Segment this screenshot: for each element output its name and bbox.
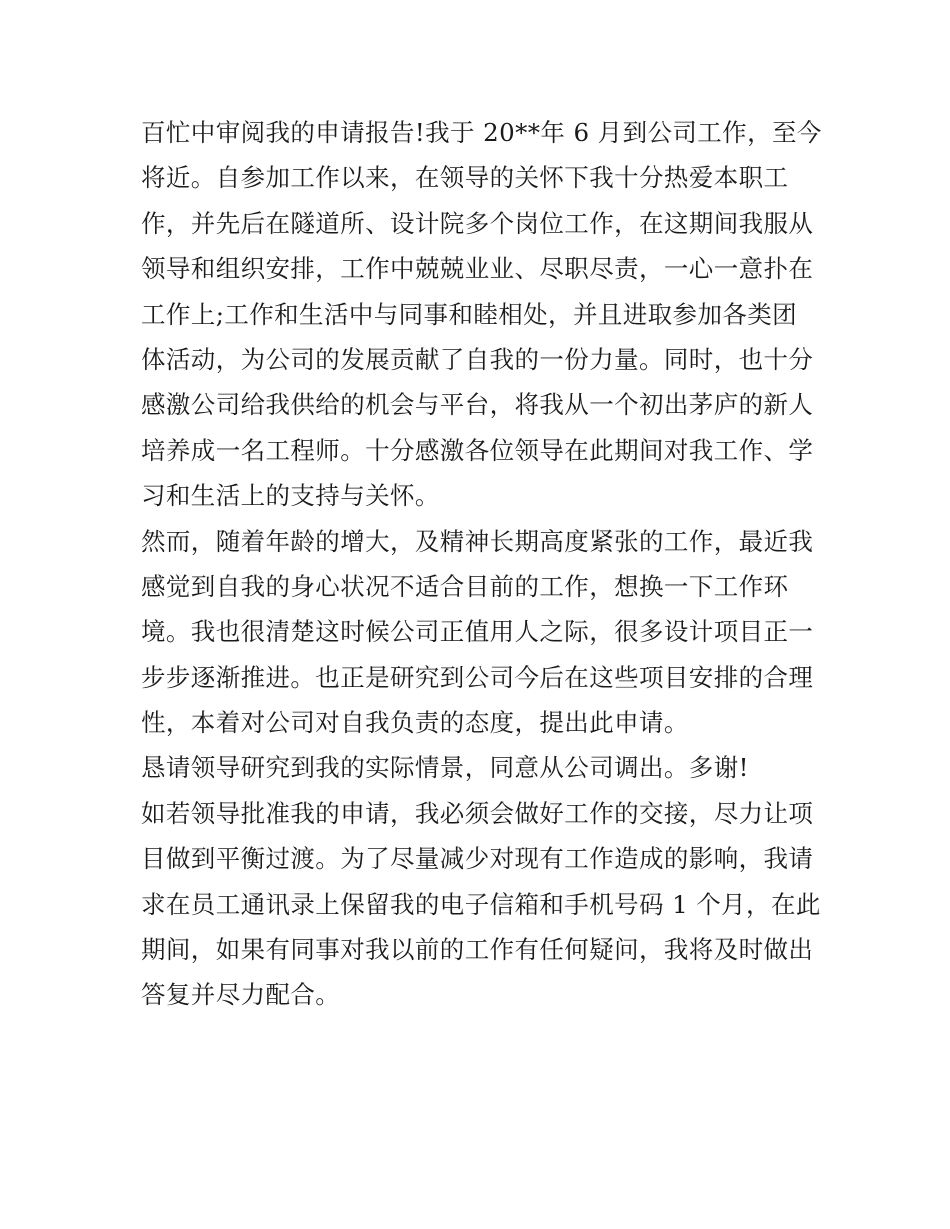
- paragraph-reason: [141, 519, 821, 746]
- paragraph-request: [141, 745, 821, 790]
- text-line: 百忙中审阅我的申请报告!我于 20**年 6 月到公司工作，至今: [141, 118, 822, 147]
- text-line: 将近。自参加工作以来，在领导的关怀下我十分热爱本职工: [141, 163, 789, 193]
- text-line: 培养成一名工程师。十分感激各位领导在此期间对我工作、学: [141, 435, 814, 465]
- text-line: 恳请领导研究到我的实际情景，同意从公司调出。多谢!: [141, 753, 749, 783]
- text-line: 习和生活上的支持与关怀。: [141, 481, 440, 511]
- text-line: 步步逐渐推进。也正是研究到公司今后在这些项目安排的合理: [141, 662, 814, 692]
- text-line: 感激公司给我供给的机会与平台，将我从一个初出茅庐的新人: [141, 390, 814, 420]
- text-line: 求在员工通讯录上保留我的电子信箱和手机号码 1 个月，在此: [141, 889, 821, 919]
- text-line: 感觉到自我的身心状况不适合目前的工作，想换一下工作环: [141, 571, 789, 601]
- text-line: 期间，如果有同事对我以前的工作有任何疑问，我将及时做出: [141, 935, 814, 965]
- text-line: 工作上;工作和生活中与同事和睦相处，并且进取参加各类团: [141, 299, 798, 329]
- text-line: 领导和组织安排，工作中兢兢业业、尽职尽责，一心一意扑在: [141, 254, 814, 284]
- paragraph-gratitude: [141, 110, 821, 519]
- text-line: 性，本着对公司对自我负责的态度，提出此申请。: [141, 708, 689, 738]
- text-line: 然而，随着年龄的增大，及精神长期高度紧张的工作，最近我: [141, 526, 814, 556]
- text-line: 如若领导批准我的申请，我必须会做好工作的交接，尽力让项: [141, 798, 814, 828]
- document-body: [141, 110, 821, 1018]
- paragraph-handover: [141, 791, 821, 1018]
- text-line: 体活动，为公司的发展贡献了自我的一份力量。同时，也十分: [141, 344, 814, 374]
- text-line: 目做到平衡过渡。为了尽量减少对现有工作造成的影响，我请: [141, 844, 814, 874]
- text-line: 作，并先后在隧道所、设计院多个岗位工作，在这期间我服从: [141, 208, 814, 238]
- text-line: 境。我也很清楚这时候公司正值用人之际，很多设计项目正一: [141, 617, 814, 647]
- text-line: 答复并尽力配合。: [141, 980, 341, 1010]
